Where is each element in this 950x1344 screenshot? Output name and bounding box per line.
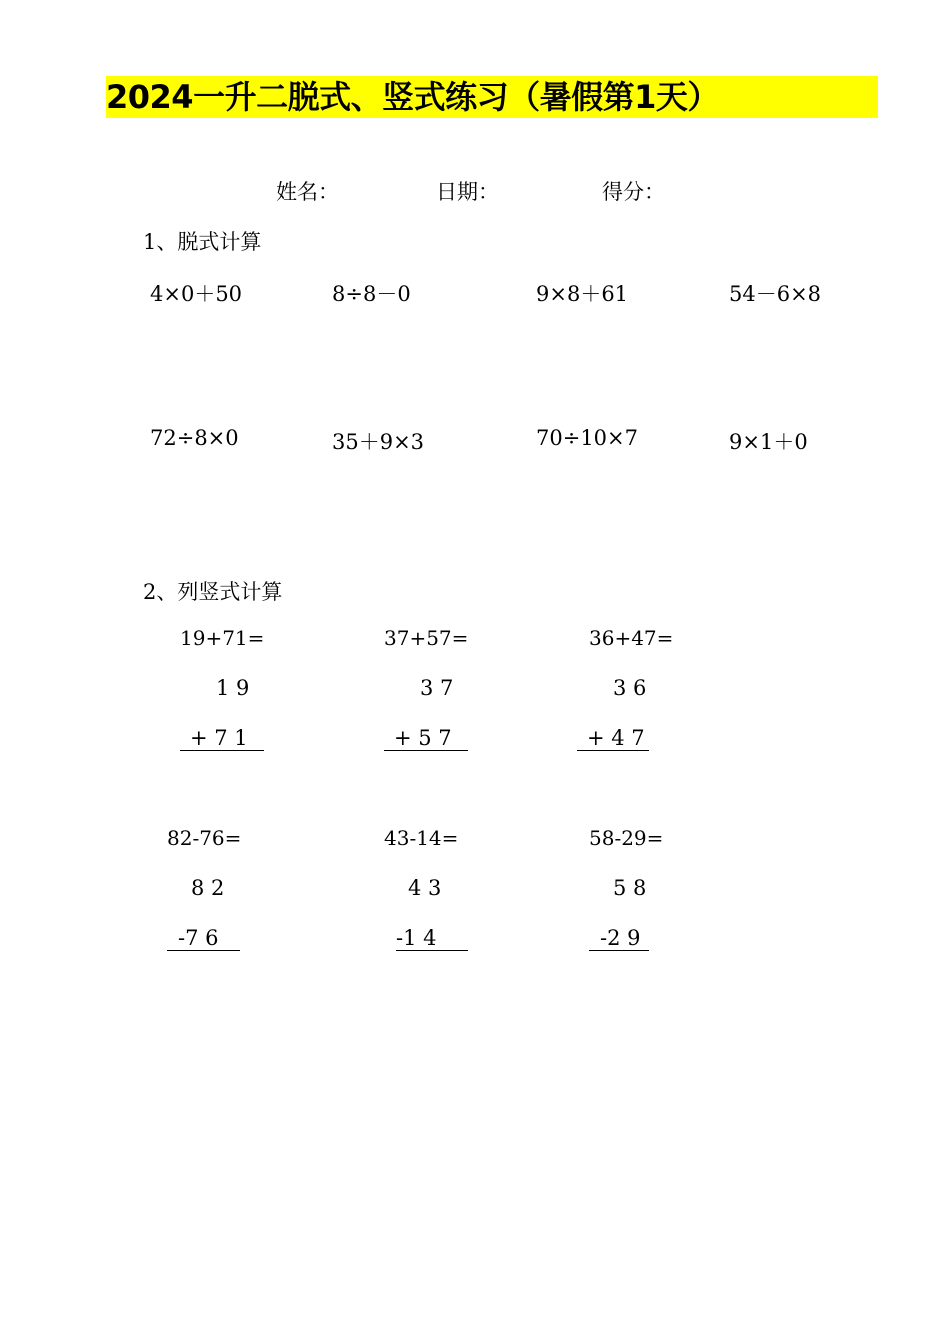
vertical-top-3: 3 6 — [613, 676, 647, 700]
vertical-top-1: 1 9 — [216, 676, 250, 700]
vertical-expression-1: 19+71= — [180, 626, 265, 650]
answer-line-4 — [167, 950, 240, 951]
vertical-bottom-6: -2 9 — [600, 926, 641, 950]
vertical-expression-3: 36+47= — [589, 626, 674, 650]
vertical-bottom-3: + 4 7 — [587, 726, 645, 750]
name-label: 姓名： — [276, 180, 339, 204]
problem-2: 8÷8－0 — [332, 282, 411, 306]
vertical-expression-2: 37+57= — [384, 626, 469, 650]
problem-8: 9×1＋0 — [729, 430, 808, 454]
page-title: 2024一升二脱式、竖式练习（暑假第1天） — [106, 78, 719, 116]
vertical-top-5: 4 3 — [408, 876, 442, 900]
date-label: 日期： — [436, 180, 499, 204]
score-label: 得分： — [602, 180, 665, 204]
vertical-top-6: 5 8 — [613, 876, 647, 900]
vertical-expression-6: 58-29= — [589, 826, 664, 850]
problem-3: 9×8＋61 — [536, 282, 629, 306]
section1-heading: 1、脱式计算 — [143, 230, 262, 254]
problem-4: 54－6×8 — [729, 282, 822, 306]
vertical-bottom-2: + 5 7 — [394, 726, 452, 750]
vertical-top-4: 8 2 — [191, 876, 225, 900]
answer-line-5 — [396, 950, 468, 951]
answer-line-1 — [180, 750, 264, 751]
answer-line-6 — [589, 950, 649, 951]
section2-heading: 2、列竖式计算 — [143, 580, 283, 604]
vertical-expression-5: 43-14= — [384, 826, 459, 850]
problem-6: 35＋9×3 — [332, 430, 425, 454]
vertical-top-2: 3 7 — [420, 676, 454, 700]
problem-7: 70÷10×7 — [536, 426, 638, 450]
vertical-expression-4: 82-76= — [167, 826, 242, 850]
problem-5: 72÷8×0 — [150, 426, 239, 450]
answer-line-2 — [384, 750, 468, 751]
answer-line-3 — [577, 750, 649, 751]
vertical-bottom-5: -1 4 — [396, 926, 437, 950]
problem-1: 4×0＋50 — [150, 282, 243, 306]
vertical-bottom-1: + 7 1 — [190, 726, 248, 750]
vertical-bottom-4: -7 6 — [178, 926, 219, 950]
